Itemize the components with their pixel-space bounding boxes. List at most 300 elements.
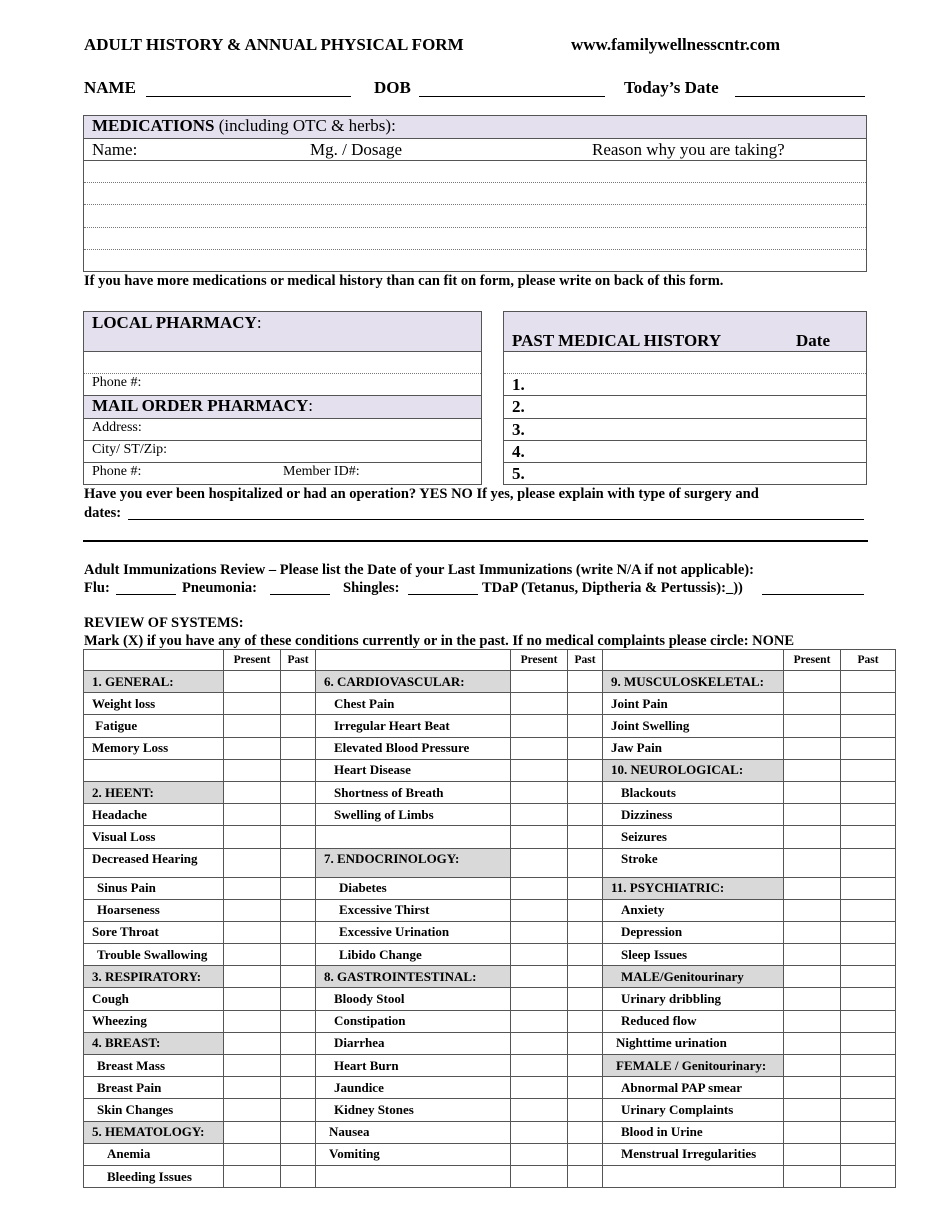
condition-label: Blackouts [603, 781, 784, 803]
condition-label: Bleeding Issues [84, 1165, 224, 1187]
present-cell[interactable] [784, 671, 841, 693]
mail-phone-label: Phone #: [92, 464, 142, 479]
past-cell[interactable] [841, 944, 896, 966]
med-col-name: Name: [92, 140, 138, 159]
table-row [84, 1165, 896, 1187]
past-cell[interactable] [568, 1165, 603, 1187]
past-header: Past [841, 650, 896, 671]
table-row [84, 1055, 896, 1077]
condition-label: Joint Swelling [603, 715, 784, 737]
present-header: Present [224, 650, 281, 671]
todays-date-label: Today’s Date [624, 78, 719, 97]
condition-label: Reduced flow [603, 1010, 784, 1032]
present-cell[interactable] [224, 759, 281, 781]
history-item: 3. [512, 420, 525, 439]
condition-label: Fatigue [84, 715, 224, 737]
past-cell[interactable] [281, 848, 316, 877]
present-cell[interactable] [224, 1121, 281, 1143]
med-row-line [84, 249, 866, 250]
present-cell[interactable] [511, 877, 568, 899]
table-row [84, 966, 896, 988]
condition-label: Vomiting [316, 1143, 511, 1165]
condition-label: Jaundice [316, 1077, 511, 1099]
past-cell[interactable] [568, 1055, 603, 1077]
past-cell[interactable] [568, 848, 603, 877]
past-cell[interactable] [281, 693, 316, 715]
name-field[interactable] [146, 96, 351, 97]
condition-label: Diabetes [316, 877, 511, 899]
present-cell[interactable] [784, 1099, 841, 1121]
present-cell[interactable] [224, 877, 281, 899]
past-header: Past [281, 650, 316, 671]
empty-cell [603, 1165, 784, 1187]
present-cell[interactable] [511, 693, 568, 715]
present-cell[interactable] [784, 1165, 841, 1187]
present-cell[interactable] [224, 944, 281, 966]
table-row [84, 804, 896, 826]
condition-label: Nausea [316, 1121, 511, 1143]
past-cell[interactable] [841, 1143, 896, 1165]
condition-label: Memory Loss [84, 737, 224, 759]
section-male-genitourinary: MALE/Genitourinary [603, 966, 784, 988]
present-cell[interactable] [224, 1077, 281, 1099]
tdap-field[interactable] [762, 594, 864, 595]
local-phone-label: Phone #: [92, 375, 142, 390]
condition-label: Nighttime urination [603, 1032, 784, 1054]
pneumonia-field[interactable] [270, 594, 330, 595]
present-cell[interactable] [224, 921, 281, 943]
condition-label: Diarrhea [316, 1032, 511, 1054]
condition-label: Blood in Urine [603, 1121, 784, 1143]
website-url: www.familywellnesscntr.com [571, 35, 781, 54]
past-cell[interactable] [841, 1055, 896, 1077]
medications-subtitle: (including OTC & herbs): [214, 116, 396, 135]
past-cell[interactable] [568, 899, 603, 921]
condition-label: Elevated Blood Pressure [316, 737, 511, 759]
present-cell[interactable] [511, 1121, 568, 1143]
present-cell[interactable] [784, 899, 841, 921]
condition-label: Joint Pain [603, 693, 784, 715]
table-row [84, 715, 896, 737]
past-cell[interactable] [281, 921, 316, 943]
divider [503, 351, 867, 352]
present-cell[interactable] [224, 1055, 281, 1077]
condition-label: Swelling of Limbs [316, 804, 511, 826]
condition-label: Heart Burn [316, 1055, 511, 1077]
condition-label: Decreased Hearing [84, 848, 224, 877]
member-id-label: Member ID#: [283, 464, 360, 479]
present-cell[interactable] [511, 966, 568, 988]
past-cell[interactable] [568, 1143, 603, 1165]
flu-label: Flu: [84, 580, 110, 596]
condition-label: Kidney Stones [316, 1099, 511, 1121]
dob-field[interactable] [419, 96, 605, 97]
past-history-date: Date [796, 331, 830, 350]
past-cell[interactable] [281, 1077, 316, 1099]
table-row [84, 944, 896, 966]
present-cell[interactable] [224, 848, 281, 877]
present-cell[interactable] [511, 899, 568, 921]
condition-label: Shortness of Breath [316, 781, 511, 803]
past-cell[interactable] [841, 848, 896, 877]
past-cell[interactable] [568, 1099, 603, 1121]
present-cell[interactable] [784, 877, 841, 899]
present-cell[interactable] [224, 1099, 281, 1121]
past-cell[interactable] [568, 671, 603, 693]
past-cell[interactable] [841, 804, 896, 826]
present-cell[interactable] [511, 737, 568, 759]
past-cell[interactable] [841, 1032, 896, 1054]
past-cell[interactable] [281, 715, 316, 737]
present-cell[interactable] [784, 804, 841, 826]
present-cell[interactable] [511, 988, 568, 1010]
empty-cell [316, 1165, 511, 1187]
present-cell[interactable] [784, 759, 841, 781]
present-cell[interactable] [511, 1165, 568, 1187]
ros-header-row [84, 650, 896, 671]
present-cell[interactable] [224, 988, 281, 1010]
table-row [84, 1010, 896, 1032]
condition-label: Irregular Heart Beat [316, 715, 511, 737]
present-cell[interactable] [784, 966, 841, 988]
present-cell[interactable] [224, 1165, 281, 1187]
todays-date-field[interactable] [735, 96, 865, 97]
address-label: Address: [92, 420, 142, 435]
past-cell[interactable] [568, 966, 603, 988]
past-cell[interactable] [841, 759, 896, 781]
table-row [84, 781, 896, 803]
flu-field[interactable] [116, 594, 176, 595]
shingles-label: Shingles: [343, 580, 400, 596]
divider [503, 395, 867, 396]
past-cell[interactable] [281, 759, 316, 781]
section-cardiovascular: 6. CARDIOVASCULAR: [316, 671, 511, 693]
past-cell[interactable] [281, 671, 316, 693]
hospital-dates-field[interactable] [128, 519, 864, 520]
past-cell[interactable] [281, 1143, 316, 1165]
ros-header-blank [84, 650, 224, 671]
past-cell[interactable] [841, 988, 896, 1010]
past-cell[interactable] [281, 781, 316, 803]
table-row [84, 1121, 896, 1143]
past-cell[interactable] [841, 1077, 896, 1099]
divider [84, 373, 481, 374]
past-cell[interactable] [281, 1032, 316, 1054]
local-pharmacy-colon: : [256, 313, 262, 332]
past-cell[interactable] [841, 966, 896, 988]
divider [83, 418, 482, 419]
section-separator [83, 540, 868, 542]
past-cell[interactable] [841, 715, 896, 737]
condition-label: Excessive Thirst [316, 899, 511, 921]
present-cell[interactable] [784, 1055, 841, 1077]
condition-label: Excessive Urination [316, 921, 511, 943]
condition-label: Hoarseness [84, 899, 224, 921]
present-cell[interactable] [784, 1010, 841, 1032]
med-row-line [84, 182, 866, 183]
med-row-line [84, 204, 866, 205]
present-cell[interactable] [224, 737, 281, 759]
past-history-title: PAST MEDICAL HISTORY [512, 331, 722, 350]
present-cell[interactable] [784, 1143, 841, 1165]
section-endocrinology: 7. ENDOCRINOLOGY: [316, 848, 511, 877]
med-row-line [84, 227, 866, 228]
section-musculoskeletal: 9. MUSCULOSKELETAL: [603, 671, 784, 693]
condition-label: Visual Loss [84, 826, 224, 848]
section-neurological: 10. NEUROLOGICAL: [603, 759, 784, 781]
present-cell[interactable] [224, 693, 281, 715]
overflow-note: If you have more medications or medical history than can fit on form, please write on back of this form. [84, 273, 724, 289]
present-cell[interactable] [224, 1010, 281, 1032]
section-gastrointestinal: 8. GASTROINTESTINAL: [316, 966, 511, 988]
past-cell[interactable] [281, 826, 316, 848]
med-row-line [83, 160, 867, 161]
past-cell[interactable] [841, 921, 896, 943]
history-item: 2. [512, 397, 525, 416]
ros-instructions: Mark (X) if you have any of these conditions currently or in the past. If no medical complaints please circle: NONE [84, 633, 795, 649]
present-header: Present [784, 650, 841, 671]
past-cell[interactable] [568, 826, 603, 848]
past-cell[interactable] [568, 737, 603, 759]
past-cell[interactable] [281, 737, 316, 759]
present-cell[interactable] [224, 671, 281, 693]
table-row [84, 877, 896, 899]
condition-label: Breast Pain [84, 1077, 224, 1099]
condition-label: Depression [603, 921, 784, 943]
present-cell[interactable] [511, 759, 568, 781]
present-cell[interactable] [511, 781, 568, 803]
past-cell[interactable] [281, 1121, 316, 1143]
section-heent: 2. HEENT: [84, 781, 224, 803]
condition-label: Bloody Stool [316, 988, 511, 1010]
present-cell[interactable] [511, 1055, 568, 1077]
mail-pharmacy-title [92, 396, 313, 416]
condition-label: Libido Change [316, 944, 511, 966]
local-pharmacy-title [92, 313, 262, 333]
condition-label: Sore Throat [84, 921, 224, 943]
table-row [84, 988, 896, 1010]
table-row [84, 921, 896, 943]
condition-label: Stroke [603, 848, 784, 877]
condition-label: Constipation [316, 1010, 511, 1032]
table-row [84, 899, 896, 921]
table-row [84, 693, 896, 715]
present-cell[interactable] [784, 921, 841, 943]
condition-label: Wheezing [84, 1010, 224, 1032]
condition-label: Headache [84, 804, 224, 826]
table-row [84, 671, 896, 693]
condition-label: Sinus Pain [84, 877, 224, 899]
past-cell[interactable] [841, 877, 896, 899]
present-cell[interactable] [511, 715, 568, 737]
present-cell[interactable] [224, 1143, 281, 1165]
past-cell[interactable] [568, 693, 603, 715]
ros-table [83, 649, 896, 1188]
empty-cell [316, 826, 511, 848]
past-cell[interactable] [281, 1055, 316, 1077]
condition-label: Dizziness [603, 804, 784, 826]
divider [503, 462, 867, 463]
present-cell[interactable] [511, 804, 568, 826]
condition-label: Breast Mass [84, 1055, 224, 1077]
present-cell[interactable] [511, 1010, 568, 1032]
past-cell[interactable] [841, 1121, 896, 1143]
local-pharmacy-text: LOCAL PHARMACY [92, 313, 257, 332]
present-cell[interactable] [784, 737, 841, 759]
present-cell[interactable] [224, 826, 281, 848]
condition-label: Skin Changes [84, 1099, 224, 1121]
med-col-reason: Reason why you are taking? [592, 140, 785, 159]
pneumonia-label: Pneumonia: [182, 580, 257, 596]
past-cell[interactable] [841, 1165, 896, 1187]
past-cell[interactable] [281, 804, 316, 826]
past-cell[interactable] [568, 1121, 603, 1143]
condition-label: Chest Pain [316, 693, 511, 715]
present-cell[interactable] [224, 715, 281, 737]
table-row [84, 1099, 896, 1121]
present-cell[interactable] [511, 944, 568, 966]
hospital-dates-label: dates: [84, 505, 122, 521]
divider [83, 440, 482, 441]
table-row [84, 1143, 896, 1165]
present-cell[interactable] [511, 671, 568, 693]
past-cell[interactable] [281, 1165, 316, 1187]
shingles-field[interactable] [408, 594, 478, 595]
past-cell[interactable] [281, 966, 316, 988]
section-female-genitourinary: FEMALE / Genitourinary: [603, 1055, 784, 1077]
present-cell[interactable] [511, 848, 568, 877]
condition-label: Trouble Swallowing [84, 944, 224, 966]
hospital-question: Have you ever been hospitalized or had an operation? YES NO If yes, please explain with type of surgery and [84, 486, 759, 502]
present-cell[interactable] [784, 988, 841, 1010]
medications-title-text: MEDICATIONS [92, 116, 215, 135]
present-cell[interactable] [511, 826, 568, 848]
past-cell[interactable] [841, 693, 896, 715]
condition-label: Weight loss [84, 693, 224, 715]
present-cell[interactable] [784, 1077, 841, 1099]
divider [83, 351, 482, 352]
ros-header-blank [316, 650, 511, 671]
present-cell[interactable] [224, 1032, 281, 1054]
condition-label: Urinary Complaints [603, 1099, 784, 1121]
past-cell[interactable] [841, 737, 896, 759]
present-cell[interactable] [224, 966, 281, 988]
present-cell[interactable] [511, 921, 568, 943]
past-header: Past [568, 650, 603, 671]
past-cell[interactable] [841, 899, 896, 921]
table-row [84, 1032, 896, 1054]
present-cell[interactable] [511, 1099, 568, 1121]
past-cell[interactable] [281, 877, 316, 899]
present-cell[interactable] [784, 781, 841, 803]
med-col-dosage: Mg. / Dosage [310, 140, 403, 159]
past-cell[interactable] [568, 804, 603, 826]
past-cell[interactable] [281, 899, 316, 921]
past-cell[interactable] [568, 988, 603, 1010]
section-breast: 4. BREAST: [84, 1032, 224, 1054]
present-cell[interactable] [784, 826, 841, 848]
present-cell[interactable] [784, 944, 841, 966]
past-cell[interactable] [568, 759, 603, 781]
condition-label: Seizures [603, 826, 784, 848]
name-label: NAME [84, 78, 136, 97]
past-cell[interactable] [568, 1032, 603, 1054]
divider [83, 138, 867, 139]
past-cell[interactable] [281, 1099, 316, 1121]
present-cell[interactable] [224, 899, 281, 921]
immunizations-title: Adult Immunizations Review – Please list the Date of your Last Immunizations (write N/A if not applicable): [84, 562, 754, 578]
empty-cell [84, 759, 224, 781]
past-cell[interactable] [841, 671, 896, 693]
ros-header-blank [603, 650, 784, 671]
past-cell[interactable] [841, 781, 896, 803]
mail-pharmacy-colon: : [308, 396, 314, 415]
present-cell[interactable] [784, 848, 841, 877]
present-cell[interactable] [224, 804, 281, 826]
past-cell[interactable] [568, 1077, 603, 1099]
past-cell[interactable] [568, 921, 603, 943]
history-item: 4. [512, 442, 525, 461]
condition-label: Anemia [84, 1143, 224, 1165]
table-row [84, 737, 896, 759]
ros-title: REVIEW OF SYSTEMS: [84, 615, 244, 631]
past-cell[interactable] [281, 988, 316, 1010]
section-general: 1. GENERAL: [84, 671, 224, 693]
table-row [84, 1077, 896, 1099]
past-cell[interactable] [841, 826, 896, 848]
present-cell[interactable] [784, 715, 841, 737]
section-respiratory: 3. RESPIRATORY: [84, 966, 224, 988]
mail-pharmacy-text: MAIL ORDER PHARMACY [92, 396, 309, 415]
divider [83, 462, 482, 463]
past-cell[interactable] [568, 781, 603, 803]
condition-label: Heart Disease [316, 759, 511, 781]
past-cell[interactable] [841, 1010, 896, 1032]
past-cell[interactable] [568, 877, 603, 899]
condition-label: Urinary dribbling [603, 988, 784, 1010]
table-row [84, 759, 896, 781]
condition-label: Abnormal PAP smear [603, 1077, 784, 1099]
city-label: City/ ST/Zip: [92, 442, 168, 457]
tdap-label: TDaP (Tetanus, Diptheria & Pertussis):_)) [482, 580, 743, 596]
condition-label: Cough [84, 988, 224, 1010]
past-cell[interactable] [281, 1010, 316, 1032]
divider [504, 373, 866, 374]
table-row [84, 826, 896, 848]
history-item: 1. [512, 375, 525, 394]
past-cell[interactable] [281, 944, 316, 966]
present-cell[interactable] [784, 1032, 841, 1054]
condition-label: Sleep Issues [603, 944, 784, 966]
condition-label: Anxiety [603, 899, 784, 921]
present-cell[interactable] [511, 1077, 568, 1099]
condition-label: Jaw Pain [603, 737, 784, 759]
condition-label: Menstrual Irregularities [603, 1143, 784, 1165]
past-cell[interactable] [568, 1010, 603, 1032]
past-cell[interactable] [568, 944, 603, 966]
present-cell[interactable] [784, 693, 841, 715]
present-cell[interactable] [511, 1143, 568, 1165]
present-cell[interactable] [784, 1121, 841, 1143]
divider [503, 440, 867, 441]
section-hematology: 5. HEMATOLOGY: [84, 1121, 224, 1143]
present-cell[interactable] [511, 1032, 568, 1054]
dob-label: DOB [374, 78, 411, 97]
past-cell[interactable] [841, 1099, 896, 1121]
past-cell[interactable] [568, 715, 603, 737]
present-cell[interactable] [224, 781, 281, 803]
section-psychiatric: 11. PSYCHIATRIC: [603, 877, 784, 899]
